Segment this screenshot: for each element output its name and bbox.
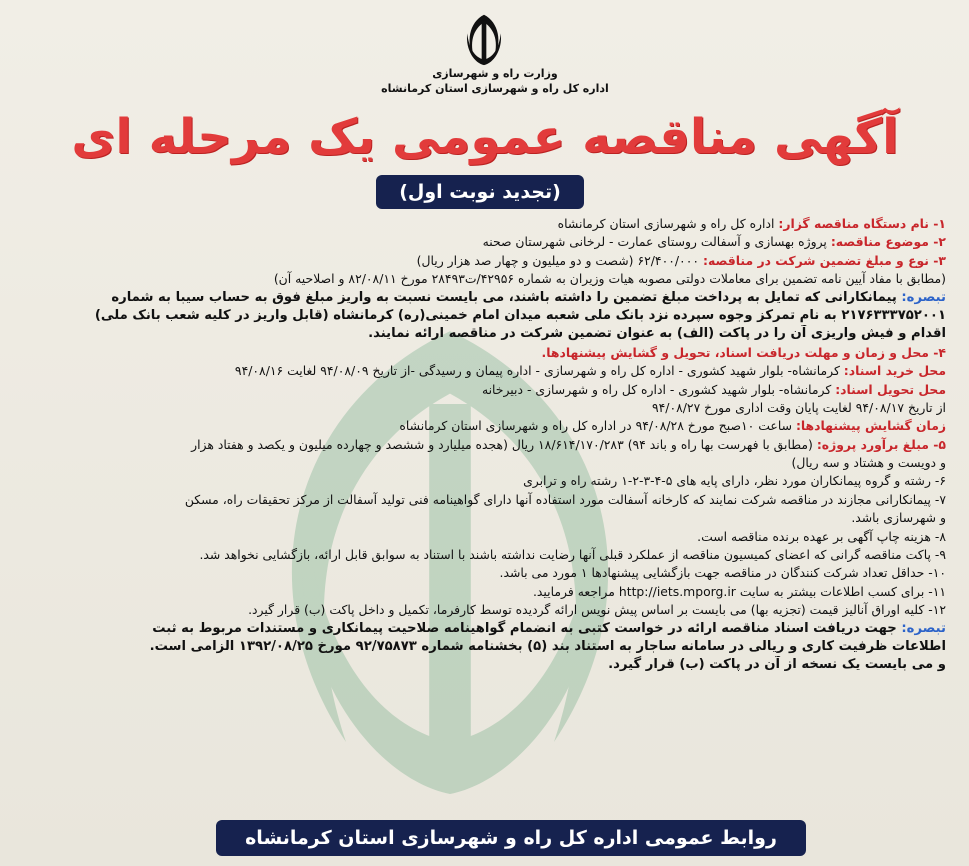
note-1-text: پیمانکارانی که تمایل به پرداخت مبلغ تضمین را داشته باشند، می بایست نسبت به واریز مبلغ فوق به حساب سیبا به شماره [111,289,902,305]
item-3-label: ۳- نوع و مبلغ تضمین شرکت در مناقصه: [702,252,946,268]
item-9: ۹- پاکت مناقصه گرانی که اعضای کمیسیون مناقصه از عملکرد قبلی آنها رضایت نداشته باشند با استناد به سوابق قابل ارائه، بازگشایی نخواهد شد. [199,547,946,563]
item-7-cont: و شهرسازی باشد. [851,510,946,526]
item-4 [28,344,946,362]
item-2-label: ۲- موضوع مناقصه: [830,234,946,250]
opening-time-text: ساعت ۱۰صبح مورخ ۹۴/۰۸/۲۸ در اداره کل راه و شهرسازی استان کرمانشاه [399,418,796,434]
note-1-end: اقدام و فیش واریزی آن را در پاکت (الف) به عنوان تضمین شرکت در مناقصه ارائه نمایند. [368,326,946,342]
item-1 [28,215,946,233]
item-7: ۷- پیمانکارانی مجازند در مناقصه شرکت نمایند که کارخانه آسفالت مورد استفاده آنها دارای گواهینامه فنی تولید آسفالت از مرکز تحقیقات راه، مسکن [184,491,946,507]
page-title: آگهی مناقصه عمومی یک مرحله ای [71,109,899,165]
footer-banner: روابط عمومی اداره کل راه و شهرسازی استان کرمانشاه [216,820,806,856]
note-2-end: و می بایست یک نسخه از آن در پاکت (ب) قرار گیرد. [608,657,946,673]
item-5-text: (مطابق با فهرست بها راه و باند ۹۴) ۱۸/۶۱۴/۱۷۰/۲۸۳ ریال (هجده میلیارد و ششصد و چهارده میلیون و یکصد و هفتاد هزار [191,436,817,452]
item-4-label: ۴- محل و زمان و مهلت دریافت اسناد، تحویل و گشایش پیشنهادها. [541,344,946,360]
note-2-label: تبصره: [901,620,946,636]
docs-delivery [28,381,946,399]
note-2 [28,620,946,638]
docs-delivery-label: محل تحویل اسناد: [835,381,946,397]
opening-time-label: زمان گشایش پیشنهادها: [795,418,946,434]
ministry-name: وزارت راه و شهرسازی [432,67,558,80]
item-8: ۸- هزینه چاپ آگهی بر عهده برنده مناقصه است. [697,528,946,544]
docs-purchase-text: کرمانشاه- بلوار شهید کشوری - اداره کل راه و شهرسازی - اداره پیمان و رسیدگی -از تاریخ ۹۴/۰۸/۰۹ لغایت ۹۴/۰۸/۱۶ [234,363,844,379]
docs-delivery-text: کرمانشاه- بلوار شهید کشوری - اداره کل راه و شهرسازی - دبیرخانه [481,381,836,397]
note-1 [28,289,946,307]
item-6: ۶- رشته و گروه پیمانکاران مورد نظر، دارای پایه های ۵-۴-۳-۲-۱ رشته راه و ترابری [523,473,946,489]
item-3 [28,252,946,270]
iran-emblem-icon [456,10,512,68]
note-2-text: جهت دریافت اسناد مناقصه ارائه در خواست کتبی به انضمام گواهینامه صلاحیت پیمانکاری و مستندات مربوط به ثبت [152,620,902,636]
item-3-note: (مطابق با مفاد آیین نامه تضمین برای معاملات دولتی مصوبه هیات وزیران به شماره ۴۲۹۵۶/ت۲۸۴۹۳ مورخ ۸۲/۰۸/۱۱ و اصلاحیه آن) [273,271,946,287]
docs-purchase [28,362,946,380]
department-name: اداره کل راه و شهرسازی استان کرمانشاه [381,82,609,95]
item-5-label: ۵- مبلغ برآورد پروژه: [816,436,946,452]
item-1-label: ۱- نام دستگاه مناقصه گزار: [778,216,946,231]
note-2-cont: اطلاعات ظرفیت کاری و ریالی در سامانه ساجار به استناد بند (۵) بخشنامه شماره ۹۲/۷۵۸۷۳ مورخ ۱۳۹۲/۰۸/۲۵ الزامی است. [149,638,946,654]
note-1-label: تبصره: [901,289,946,305]
item-5-cont: و دویست و هشتاد و سه ریال) [791,455,946,471]
item-1-text: اداره کل راه و شهرسازی استان کرمانشاه [557,216,779,231]
subtitle-badge: (تجدید نوبت اول) [376,175,584,209]
item-3-text: ۶۲/۴۰۰/۰۰۰ (شصت و دو میلیون و چهار صد هزار ریال) [416,252,703,268]
item-10: ۱۰- حداقل تعداد شرکت کنندگان در مناقصه جهت بازگشایی پیشنهادها ۱ مورد می باشد. [499,565,946,581]
notice-body [28,215,946,675]
item-2 [28,233,946,251]
ministry-header [380,66,610,96]
docs-purchase-label: محل خرید اسناد: [843,363,946,379]
opening-time [28,417,946,435]
item-12: ۱۲- کلیه اوراق آنالیز قیمت (تجزیه بها) می بایست بر اساس پیش نویس ارائه گردیده توسط کارفرما، تکمیل و داخل پاکت (ب) قرار گیرد. [248,602,946,618]
note-1-cont: ۲۱۷۶۳۳۳۷۵۲۰۰۱ به نام تمرکز وجوه سپرده نزد بانک ملی شعبه میدان امام خمینی(ره) کرمانشاه (قابل واریز در کلیه شعب بانک ملی) [94,307,946,323]
item-11: ۱۱- برای کسب اطلاعات بیشتر به سایت http://iets.mporg.ir مراجعه فرمایید. [532,583,946,599]
item-2-text: پروژه بهسازی و آسفالت روستای عمارت - لرخانی شهرستان صحنه [482,234,831,250]
delivery-dates: از تاریخ ۹۴/۰۸/۱۷ لغایت پایان وقت اداری مورخ ۹۴/۰۸/۲۷ [651,399,946,415]
item-5 [28,436,946,454]
